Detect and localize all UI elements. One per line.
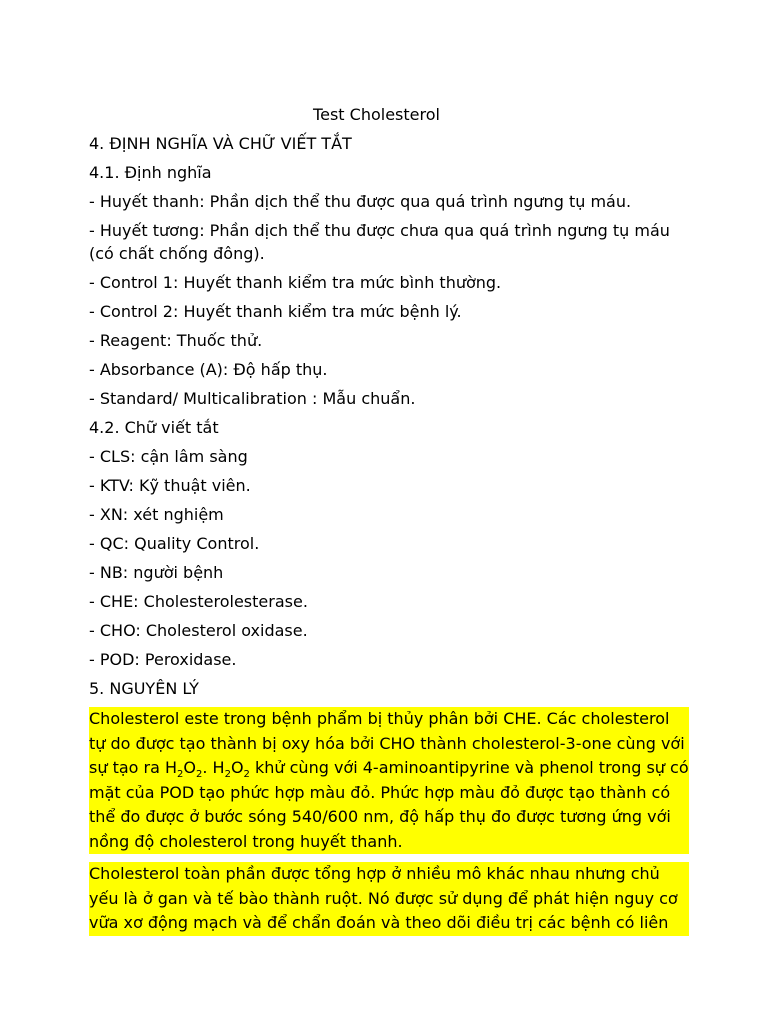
principle-text: Cholesterol este trong bệnh phẩm bị thủy phân bởi CHE. Các cholesterol tự do được tạo thành bị oxy hóa bởi CHO thành cholesterol-3-one cùng với sự tạo ra H <box>89 709 685 777</box>
definition-item: - Reagent: Thuốc thử. <box>89 331 263 350</box>
cholesterol-paragraph-highlighted: Cholesterol toàn phần được tổng hợp ở nhiều mô khác nhau nhưng chủ yếu là ở gan và tế bào thành ruột. Nó được sử dụng để phát hiện nguy cơ vữa xơ động mạch và để chẩn đoán và theo dõi điều trị các bệnh có liên <box>89 862 689 936</box>
subsection-4-2-heading: 4.2. Chữ viết tắt <box>89 418 219 437</box>
abbreviation-item: - NB: người bệnh <box>89 563 224 582</box>
principle-text: khử cùng với 4-aminoantipyrine và phenol trong sự có mặt của POD tạo phức hợp màu đỏ. Phức hợp màu đỏ được tạo thành có thể đo được ở bước sóng 540/600 nm, độ hấp thụ đo được tương ứng với nồng độ cholesterol trong huyết thanh. <box>89 758 689 851</box>
definition-item: - Huyết thanh: Phần dịch thể thu được qua quá trình ngưng tụ máu. <box>89 192 632 211</box>
subscript: 2 <box>224 769 231 781</box>
subscript: 2 <box>177 769 184 781</box>
principle-text: O <box>183 758 196 777</box>
definition-item: - Huyết tương: Phần dịch thể thu được chưa qua quá trình ngưng tụ máu (có chất chống đông). <box>89 221 670 263</box>
definition-item: - Control 1: Huyết thanh kiểm tra mức bình thường. <box>89 273 502 292</box>
principle-text: . H <box>202 758 225 777</box>
document-page <box>89 100 689 936</box>
section-4-heading: 4. ĐỊNH NGHĨA VÀ CHỮ VIẾT TẮT <box>89 134 352 153</box>
subsection-4-1-heading: 4.1. Định nghĩa <box>89 163 212 182</box>
principle-text: O <box>230 758 244 777</box>
abbreviation-item: - QC: Quality Control. <box>89 534 260 553</box>
definition-item: - Control 2: Huyết thanh kiểm tra mức bệnh lý. <box>89 302 462 321</box>
abbreviation-item: - KTV: Kỹ thuật viên. <box>89 476 251 495</box>
principle-paragraph-highlighted <box>89 707 689 854</box>
definition-item: - Standard/ Multicalibration : Mẫu chuẩn. <box>89 389 416 408</box>
abbreviation-item: - CLS: cận lâm sàng <box>89 447 248 466</box>
definition-item: - Absorbance (A): Độ hấp thụ. <box>89 360 328 379</box>
document-title: Test Cholesterol <box>313 105 440 124</box>
abbreviation-item: - XN: xét nghiệm <box>89 505 224 524</box>
section-5-heading: 5. NGUYÊN LÝ <box>89 679 199 698</box>
abbreviation-item: - POD: Peroxidase. <box>89 650 237 669</box>
abbreviation-item: - CHE: Cholesterolesterase. <box>89 592 308 611</box>
subscript: 2 <box>195 769 203 781</box>
abbreviation-item: - CHO: Cholesterol oxidase. <box>89 621 308 640</box>
subscript: 2 <box>243 769 250 781</box>
